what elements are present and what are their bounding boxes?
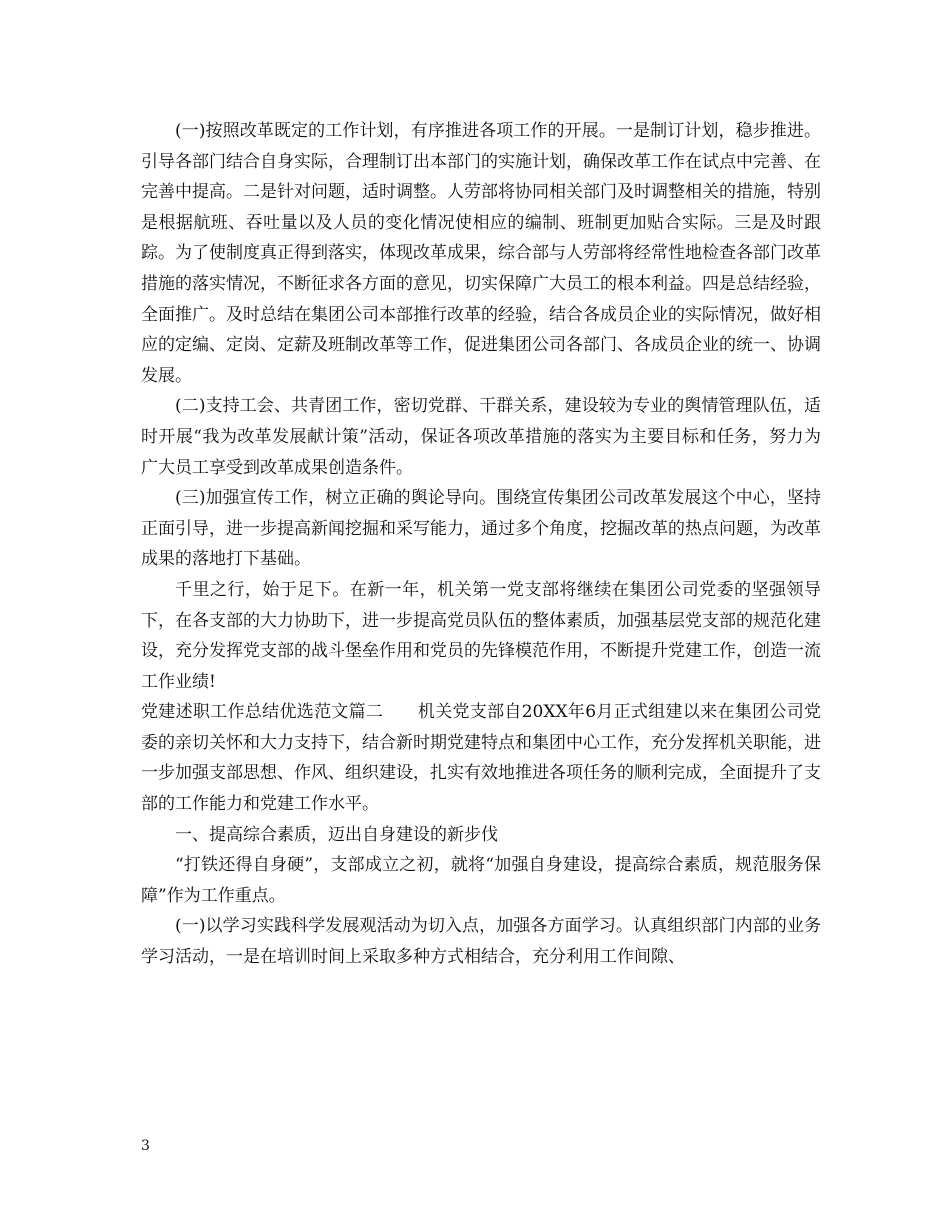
paragraph-new-year-outlook: 千里之行，始于足下。在新一年，机关第一党支部将继续在集团公司党委的坚强领导下，在各支部的大力协助下，进一步提高党员队伍的整体素质，加强基层党支部的规范化建设，充分发挥党支部的战斗堡垒作用和党员的先锋模范作用，不断提升党建工作，创造一流工作业绩! (141, 579, 821, 692)
paragraph-union-support: (二)支持工会、共青团工作，密切党群、干群关系，建设较为专业的舆情管理队伍，适时开展“我为改革发展献计策”活动，保证各项改革措施的落实为主要目标和任务，努力为广大员工享受到改革成果创造条件。 (141, 396, 821, 478)
document-body (141, 116, 821, 973)
paragraph-self-building-focus: “打铁还得自身硬”，支部成立之初，就将“加强自身建设，提高综合素质，规范服务保障”作为工作重点。 (141, 855, 821, 906)
section-heading-self-building: 一、提高综合素质，迈出自身建设的新步伐 (175, 824, 498, 845)
paragraph-study-activities: (一)以学习实践科学发展观活动为切入点，加强各方面学习。认真组织部门内部的业务学习活动，一是在培训时间上采取多种方式相结合，充分利用工作间隙、 (141, 916, 821, 968)
page-number: 3 (141, 1138, 150, 1154)
paragraph-section-two-intro: 党建述职工作总结优选范文篇二 机关党支部自20XX年6月正式组建以来在集团公司党委的亲切关怀和大力支持下，结合新时期党建特点和集团中心工作，充分发挥机关职能，进一步加强支部思想、作风、组织建设，扎实有效地推进各项任务的顺利完成，全面提升了支部的工作能力和党建工作水平。 (141, 702, 821, 815)
paragraph-publicity: (三)加强宣传工作，树立正确的舆论导向。围绕宣传集团公司改革发展这个中心，坚持正面引导，进一步提高新闻挖掘和采写能力，通过多个角度，挖掘改革的热点问题，为改革成果的落地打下基础。 (141, 488, 821, 570)
paragraph-reform-plan: (一)按照改革既定的工作计划，有序推进各项工作的开展。一是制订计划，稳步推进。引导各部门结合自身实际，合理制订出本部门的实施计划，确保改革工作在试点中完善、在完善中提高。二是针对问题，适时调整。人劳部将协同相关部门及时调整相关的措施，特别是根据航班、吞吐量以及人员的变化情况使相应的编制、班制更加贴合实际。三是及时跟踪。为了使制度真正得到落实，体现改革成果，综合部与人劳部将经常性地检查各部门改革措施的落实情况，不断征求各方面的意见，切实保障广大员工的根本利益。四是总结经验，全面推广。及时总结在集团公司本部推行改革的经验，结合各成员企业的实际情况，做好相应的定编、定岗、定薪及班制改革等工作，促进集团公司各部门、各成员企业的统一、协调发展。 (141, 121, 821, 386)
